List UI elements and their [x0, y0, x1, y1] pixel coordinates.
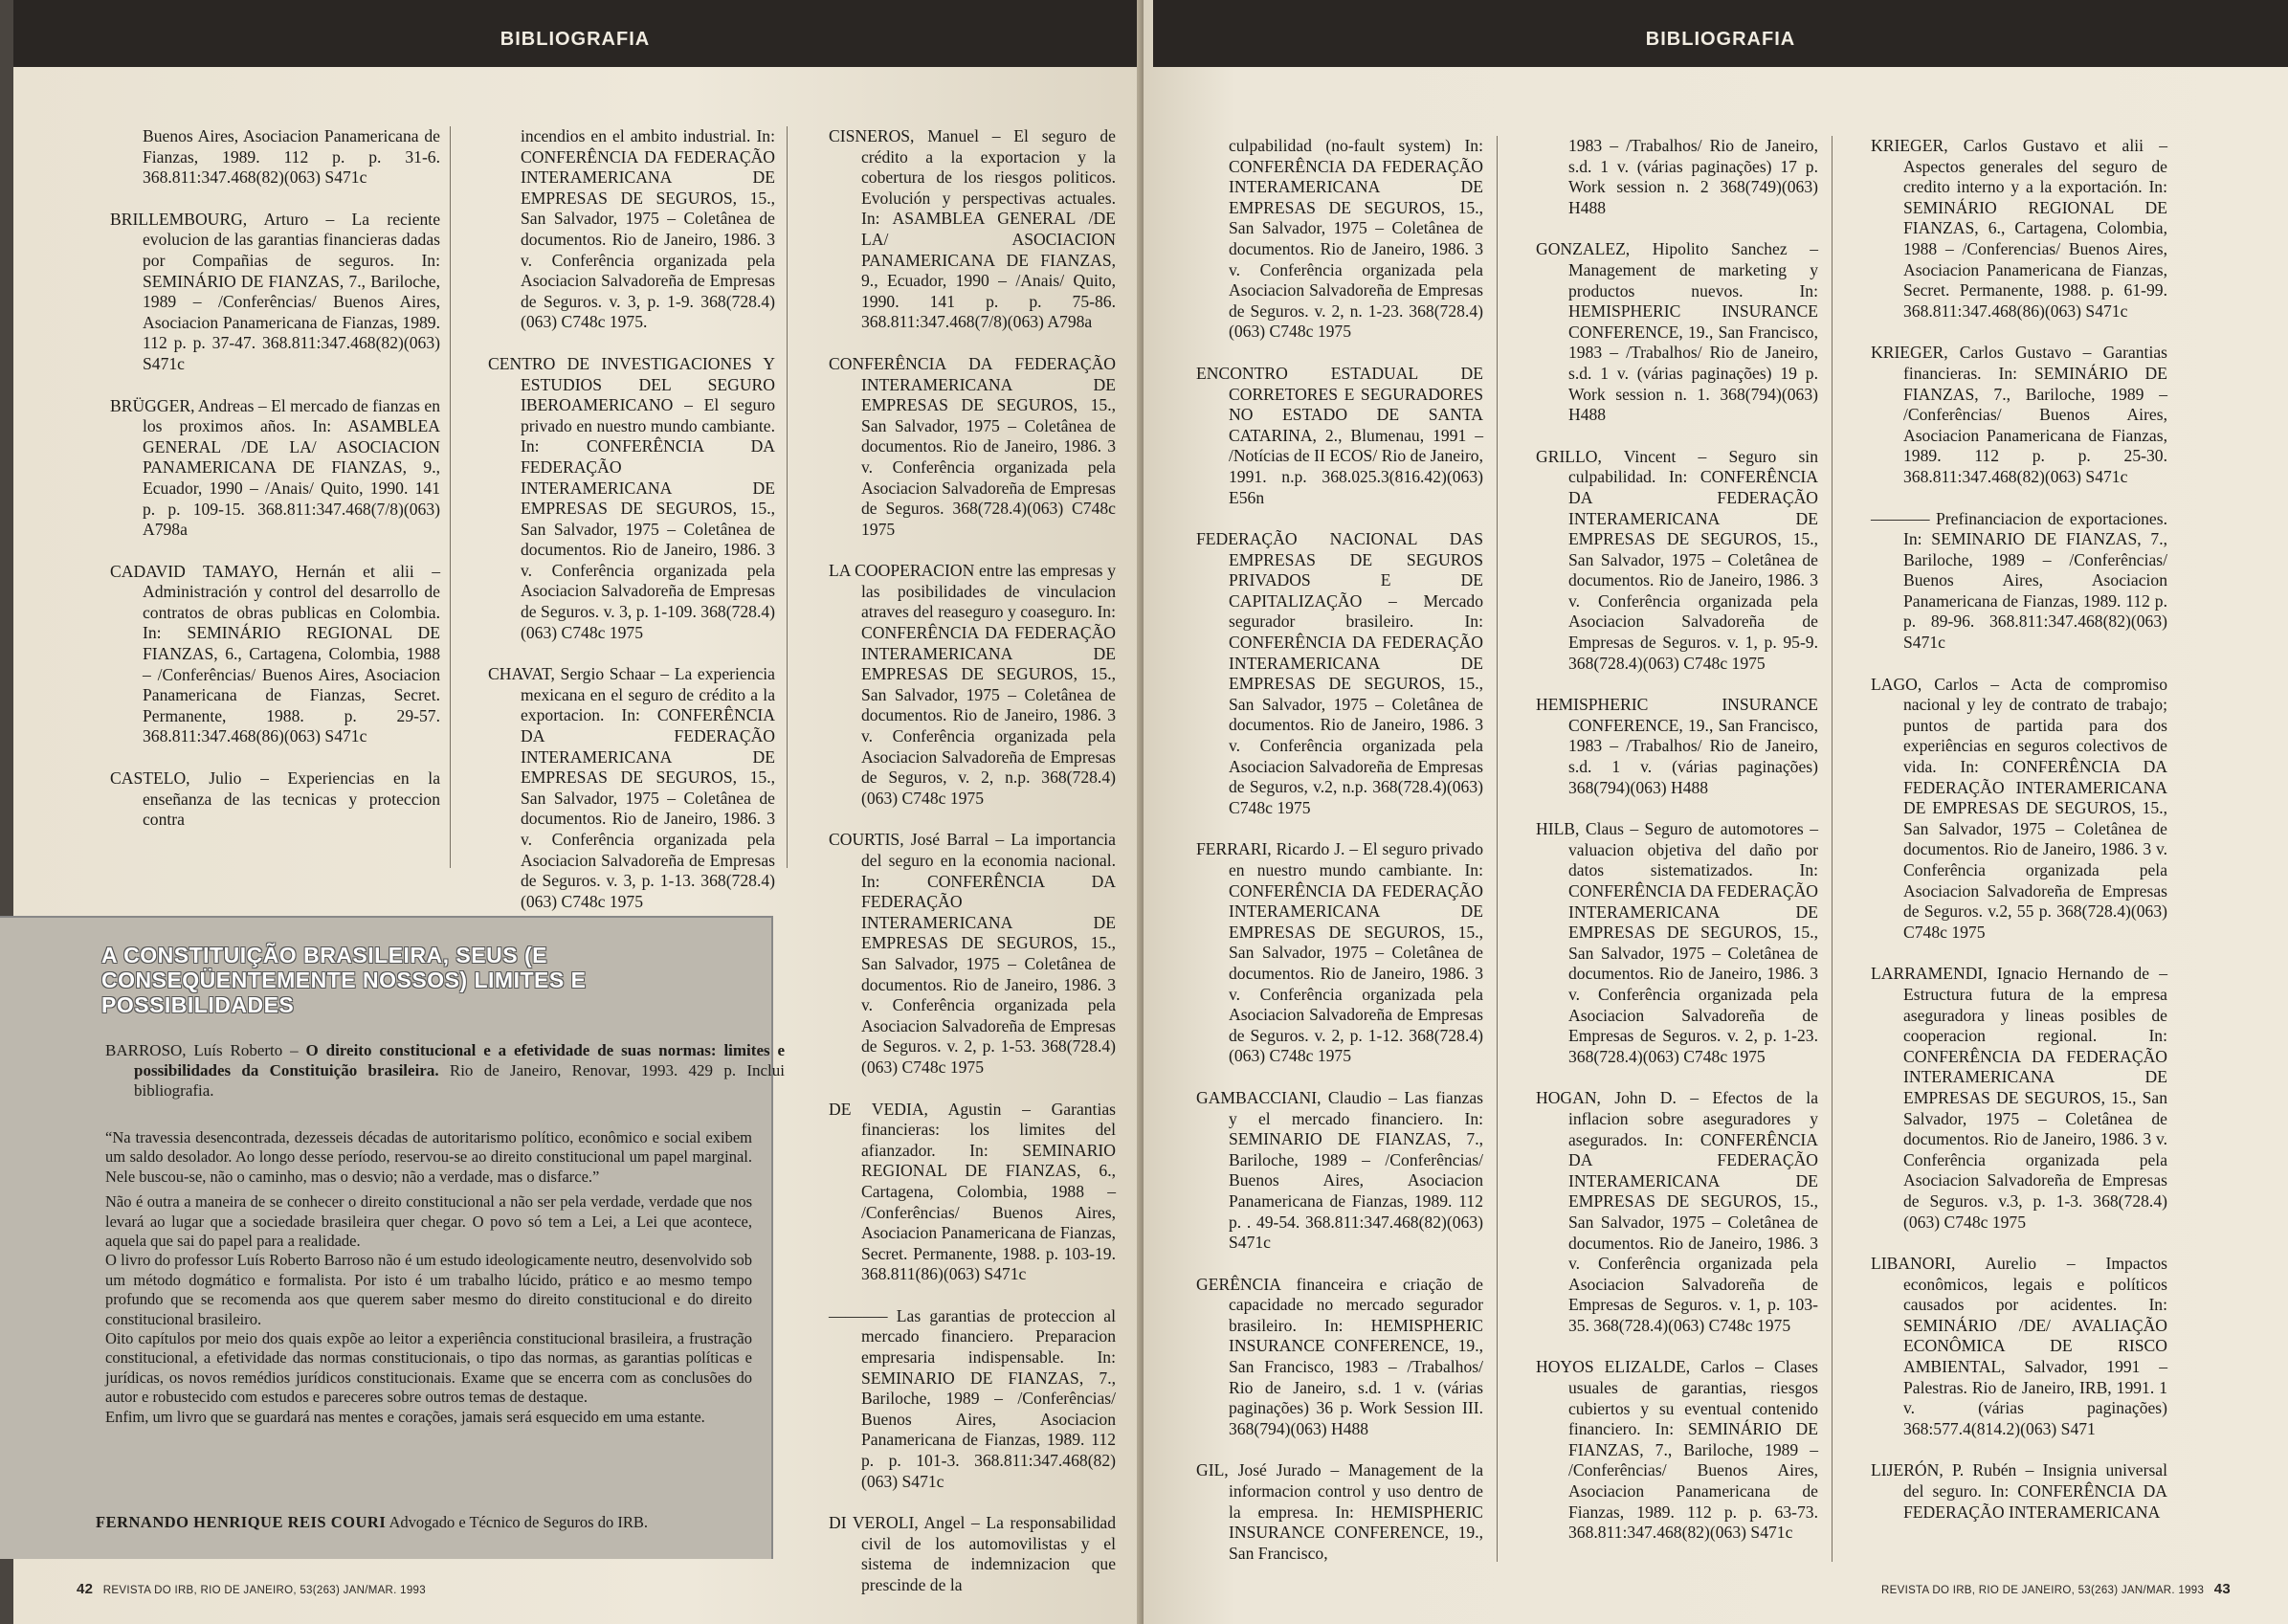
book-review-box — [0, 916, 786, 1559]
bib-entry: LIBANORI, Aurelio – Impactos econômicos, legais e políticos causados por acidentes. In: SEMINÁRIO /DE/ AVALIAÇÃO ECONÔMICA DE RISCO AMBIENTAL, Salvador, 1991 – Palestras. Rio de Janeiro, IRB, 1991. 1 v. (várias paginações) 368:577.4(814.2)(063) S471 — [1871, 1254, 2167, 1438]
bib-entry: HOGAN, John D. – Efectos de la inflacion sobre aseguradores y asegurados. In: CONFERÊNCIA DA FEDERAÇÃO INTERAMERICANA DE EMPRESAS DE SEGUROS, 15., San Salvador, 1975 – Coletânea de documentos. Rio de Janeiro, 1986. 3 v. Conferência organizada pela Asociacion Salvadoreña de Empresas de Seguros. v. 1, p. 103-35. 368(728.4)(063) C748c 1975 — [1536, 1088, 1818, 1335]
bib-entry: CADAVID TAMAYO, Hernán et alii – Administración y control del desarrollo de contratos de obras publicas en Colombia. In: SEMINÁRIO REGIONAL DE FIANZAS, 6., Cartagena, Colombia, 1988 – /Conferências/ Buenos Aires, Asociacion Panamericana de Fianzas, Secret. Permanente, 1988. p. 29-57. 368.811:347.468(86)(063) S471c — [110, 561, 440, 746]
review-paragraph: Enfim, um livro que se guardará nas mentes e corações, jamais será esquecido em uma estante. — [105, 1407, 705, 1426]
footer-citation: REVISTA DO IRB, RIO DE JANEIRO, 53(263) JAN/MAR. 1993 — [102, 1585, 426, 1596]
reviewer-role: Advogado e Técnico de Seguros do IRB. — [389, 1513, 648, 1531]
right-page — [1144, 0, 2288, 1624]
page-footer — [1881, 1581, 2231, 1597]
review-book-title: O direito constitucional e a efetividade de suas normas: limites e possibilidades da Constituição brasileira. — [134, 1041, 786, 1079]
bib-entry: 1983 – /Trabalhos/ Rio de Janeiro, s.d. 1 v. (várias paginações) 17 p. Work session n. 2 368(749)(063) H488 — [1568, 136, 1818, 217]
bib-entry: Buenos Aires, Asociacion Panamericana de Fianzas, 1989. 112 p. p. 31-6. 368.811:347.468(82)(063) S471c — [143, 126, 440, 188]
left-column-3 — [829, 126, 1116, 1617]
left-column-2 — [488, 126, 788, 911]
bib-entry: GAMBACCIANI, Claudio – Las fianzas y el mercado financiero. In: SEMINARIO DE FIANZAS, 7., Bariloche, 1989 – /Conferências/ Buenos Aires, Asociacion Panamericana de Fianzas, 1989. 112 p. . 49-54. 368.811:347.468(82)(063) S471c — [1196, 1087, 1483, 1253]
bib-entry: KRIEGER, Carlos Gustavo – Garantias financieras. In: SEMINÁRIO DE FIANZAS, 7., Bariloche, 1989 – /Conferências/ Buenos Aires, Asociacion Panamericana de Fianzas, 1989. 112 p. p. 25-30. 368.811:347.468(82)(063) S471c — [1871, 343, 2167, 486]
bib-entry: CISNEROS, Manuel – El seguro de crédito a la exportacion y la cobertura de los riesgos politicos. Evolución y perspectivas actuales. In: ASAMBLEA GENERAL /DE LA/ ASOCIACION PANAMERICANA DE FIANZAS, 9., Ecuador, 1990 – /Anais/ Quito, 1990. 141 p. p. 75-86. 368.811:347.468(7/8)(063) A798a — [829, 126, 1116, 332]
bib-entry: GRILLO, Vincent – Seguro sin culpabilidad. In: CONFERÊNCIA DA FEDERAÇÃO INTERAMERICANA DE EMPRESAS DE SEGUROS, 15., San Salvador, 1975 – Coletânea de documentos. Rio de Janeiro, 1986. 3 v. Conferência organizada pela Asociacion Salvadoreña de Empresas de Seguros. v. 1, p. 95-9. 368(728.4)(063) C748c 1975 — [1536, 446, 1818, 673]
review-paragraph: O livro do professor Luís Roberto Barroso não é um estudo ideologicamente neutro, desenvolvido sob um método dogmático e formalista. Por isto é um trabalho lúcido, prático e ao mesmo tempo profundo que se recomenda aos que querem saber mesmo do direito constitucional e do direito constitucional brasileiro. — [105, 1251, 752, 1328]
bib-entry: LIJERÓN, P. Rubén – Insignia universal del seguro. In: CONFERÊNCIA DA FEDERAÇÃO INTERAMERICANA — [1871, 1460, 2167, 1522]
review-title: A CONSTITUIÇÃO BRASILEIRA, SEUS (E CONSEQÜENTEMENTE NOSSOS) LIMITES E POSSIBILIDADES — [101, 943, 587, 1017]
page-number: 43 — [2213, 1581, 2231, 1597]
bib-entry: LARRAMENDI, Ignacio Hernando de – Estructura futura de la empresa aseguradora y lineas posibles de cooperacion regional. In: CONFERÊNCIA DA FEDERAÇÃO INTERAMERICANA DE EMPRESAS DE SEGUROS, 15., San Salvador, 1975 – Coletânea de documentos. Rio de Janeiro, 1986. 3 v. Conferência organizada pela Asociacion Salvadoreña de Empresas de Seguros. v.3, p. 1-3. 368(728.4)(063) C748c 1975 — [1871, 964, 2167, 1232]
review-paragraph: “Na travessia desencontrada, dezesseis décadas de autoritarismo político, econômico e social exibem um saldo desolador. Ao longo desse período, reservou-se ao direito constitucional um papel marginal. Nele buscou-se, não o caminho, mas o desvio; não a verdade, mas o disfarce.” — [105, 1128, 752, 1186]
right-column-3 — [1871, 136, 2167, 1544]
right-column-2 — [1536, 136, 1833, 1562]
bib-entry: incendios en el ambito industrial. In: CONFERÊNCIA DA FEDERAÇÃO INTERAMERICANA DE EMPRESAS DE SEGUROS, 15., San Salvador, 1975 – Coletânea de documentos. Rio de Janeiro, 1986. 3 v. Conferência organizada pela Asociacion Salvadoreña de Empresas de Seguros. v. 3, p. 1-9. 368(728.4)(063) C748c 1975. — [521, 126, 775, 332]
bib-entry: CENTRO DE INVESTIGACIONES Y ESTUDIOS DEL SEGURO IBEROAMERICANO – El seguro privado en nuestro mundo cambiante. In: CONFERÊNCIA DA FEDERAÇÃO INTERAMERICANA DE EMPRESAS DE SEGUROS, 15., San Salvador, 1975 – Coletânea de documentos. Rio de Janeiro, 1986. 3 v. Conferência organizada pela Asociacion Salvadoreña de Empresas de Seguros. v. 3, p. 1-109. 368(728.4)(063) C748c 1975 — [488, 353, 775, 642]
bib-entry: CASTELO, Julio – Experiencias en la enseñanza de las tecnicas y proteccion contra — [110, 768, 440, 830]
bib-entry: LAGO, Carlos – Acta de compromiso nacional y ley de contrato de trabajo; puntos de partida para dos experiências en seguros colectivos de vida. In: CONFERÊNCIA DA FEDERAÇÃO INTERAMERICANA DE EMPRESAS DE SEGUROS, 15., San Salvador, 1975 – Coletânea de documentos. Rio de Janeiro, 1986. 3 v. Conferência organizada pela Asociacion Salvadoreña de Empresas de Seguros. v.2, 55 p. 368(728.4)(063) C748c 1975 — [1871, 674, 2167, 942]
bib-entry: ———– Las garantias de proteccion al mercado financiero. Preparacion empresaria indispensable. In: SEMINARIO DE FIANZAS, 7., Bariloche, 1989 – /Conferências/ Buenos Aires, Asociacion Panamericana de Fianzas, 1989. 112 p. p. 101-3. 368.811:347.468(82)(063) S471c — [829, 1305, 1116, 1491]
bib-entry: KRIEGER, Carlos Gustavo et alii – Aspectos generales del seguro de credito interno y a la exportación. In: SEMINÁRIO REGIONAL DE FIANZAS, 6., Cartagena, Colombia, 1988 – /Conferencias/ Buenos Aires, Asociacion Panamericana de Fianzas, Secret. Permanente, 1988. p. 61-99. 368.811:347.468(86)(063) S471c — [1871, 136, 2167, 321]
bib-entry: FEDERAÇÃO NACIONAL DAS EMPRESAS DE SEGUROS PRIVADOS E DE CAPITALIZAÇÃO – Mercado segurador brasileiro. In: CONFERÊNCIA DA FEDERAÇÃO INTERAMERICANA DE EMPRESAS DE SEGUROS, 15., San Salvador, 1975 – Coletânea de documentos. Rio de Janeiro, 1986. 3 v. Conferência organizada pela Asociacion Salvadoreña de Empresas de Seguros, v.2, n.p. 368(728.4)(063) C748c 1975 — [1196, 529, 1483, 817]
bib-entry: FERRARI, Ricardo J. – El seguro privado en nuestro mundo cambiante. In: CONFERÊNCIA DA FEDERAÇÃO INTERAMERICANA DE EMPRESAS DE SEGUROS, 15., San Salvador, 1975 – Coletânea de documentos. Rio de Janeiro, 1986. 3 v. Conferência organizada pela Asociacion Salvadoreña de Empresas de Seguros. v. 2, p. 1-12. 368(728.4)(063) C748c 1975 — [1196, 839, 1483, 1066]
bib-entry: GERÊNCIA financeira e criação de capacidade no mercado segurador brasileiro. In: HEMISPHERIC INSURANCE CONFERENCE, 19., San Francisco, 1983 – /Trabalhos/ Rio de Janeiro, s.d. 1 v. (várias paginações) 36 p. Work Session III. 368(794)(063) H488 — [1196, 1274, 1483, 1438]
bib-entry: culpabilidad (no-fault system) In: CONFERÊNCIA DA FEDERAÇÃO INTERAMERICANA DE EMPRESAS DE SEGUROS, 15., San Salvador, 1975 – Coletânea de documentos. Rio de Janeiro, 1986. 3 v. Conferência organizada pela Asociacion Salvadoreña de Empresas de Seguros. v. 2, n. 1-23. 368(728.4)(063) C748c 1975 — [1229, 136, 1483, 342]
left-column-1 — [110, 126, 451, 868]
bib-entry: CONFERÊNCIA DA FEDERAÇÃO INTERAMERICANA DE EMPRESAS DE SEGUROS, 15., San Salvador, 1975 – Coletânea de documentos. Rio de Janeiro, 1986. 3 v. Conferência organizada pela Asociacion Salvadoreña de Empresas de Seguros. 368(728.4)(063) C748c 1975 — [829, 353, 1116, 539]
review-paragraph: Oito capítulos por meio dos quais expõe ao leitor a experiência constitucional brasileira, a frustração constitucional, a efetividade das normas constitucionais, o tipo das normas, as garantias políticas e jurídicas, os novos remédios jurídicos constitucionais. Exame que se encerra com as conclusões do autor e robustecido com estudos e pareceres sobre outros temas de destaque. — [105, 1329, 752, 1407]
bib-entry: BRILLEMBOURG, Arturo – La reciente evolucion de las garantias financieras dadas por Compañias de seguros. In: SEMINÁRIO DE FIANZAS, 7., Bariloche, 1989 – /Conferências/ Buenos Aires, Asociacion Panamericana de Fianzas, 1989. 112 p. p. 37-47. 368.811:347.468(82)(063) S471c — [110, 209, 440, 373]
review-paragraph: Não é outra a maneira de se conhecer o direito constitucional a não ser pela verdade, verdade que nos levará ao lugar que a sociedade brasileira quer chegar. O povo só tem a Lei, a Lei que acontece, aquela que sai do papel para a realidade. — [105, 1192, 752, 1251]
bib-entry: LA COOPERACION entre las empresas y las posibilidades de vinculacion atraves del reaseguro y coaseguro. In: CONFERÊNCIA DA FEDERAÇÃO INTERAMERICANA DE EMPRESAS DE SEGUROS, 15., San Salvador, 1975 – Coletânea de documentos. Rio de Janeiro, 1986. 3 v. Conferência organizada pela Asociacion Salvadoreña de Empresas de Seguros, v. 2, n.p. 368(728.4)(063) C748c 1975 — [829, 561, 1116, 808]
page-footer — [77, 1581, 426, 1597]
review-author: BARROSO, Luís Roberto – — [105, 1041, 299, 1059]
bib-entry: GIL, José Jurado – Management de la informacion control y uso dentro de la empresa. In: HEMISPHERIC INSURANCE CONFERENCE, 19., San Francisco, — [1196, 1460, 1483, 1563]
section-header: BIBLIOGRAFIA — [1153, 0, 2288, 67]
bib-entry: DI VEROLI, Angel – La responsabilidad civil de los automovilistas y el sistema de indemnizacion que prescinde de la — [829, 1513, 1116, 1594]
bib-entry: CHAVAT, Sergio Schaar – La experiencia mexicana en el seguro de crédito a la exportacion. In: CONFERÊNCIA DA FEDERAÇÃO INTERAMERICANA DE EMPRESAS DE SEGUROS, 15., San Salvador, 1975 – Coletânea de documentos. Rio de Janeiro, 1986. 3 v. Conferência organizada pela Asociacion Salvadoreña de Empresas de Seguros. v. 3, p. 1-13. 368(728.4)(063) C748c 1975 — [488, 664, 775, 911]
section-header: BIBLIOGRAFIA — [13, 0, 1137, 67]
bib-entry: HEMISPHERIC INSURANCE CONFERENCE, 19., San Francisco, 1983 – /Trabalhos/ Rio de Janeiro, s.d. 1 v. (várias paginações) 368(794)(063) H488 — [1536, 695, 1818, 797]
bib-entry: DE VEDIA, Agustin – Garantias financieras: los limites del afianzador. In: SEMINARIO REGIONAL DE FIANZAS, 6., Cartagena, Colombia, 1988 – /Conferências/ Buenos Aires, Asociacion Panamericana de Fianzas, Secret. Permanente, 1988. p. 103-19. 368.811(86)(063) S471c — [829, 1099, 1116, 1284]
bib-entry: HILB, Claus – Seguro de automotores – valuacion objetiva del daño por datos sistematizados. In: CONFERÊNCIA DA FEDERAÇÃO INTERAMERICANA DE EMPRESAS DE SEGUROS, 15., San Salvador, 1975 – Coletânea de documentos. Rio de Janeiro, 1986. 3 v. Conferência organizada pela Asociacion Salvadoreña de Empresas de Seguros. v. 2, p. 1-23. 368(728.4)(063) C748c 1975 — [1536, 819, 1819, 1066]
reviewer-name: FERNANDO HENRIQUE REIS COURI — [96, 1513, 387, 1531]
bib-entry: GONZALEZ, Hipolito Sanchez – Management de marketing y productos nuevos. In: HEMISPHERIC INSURANCE CONFERENCE, 19., San Francisco, 1983 – /Trabalhos/ Rio de Janeiro, s.d. 1 v. (várias paginações) 19 p. Work session n. 1. 368(794)(063) H488 — [1536, 239, 1818, 425]
review-publication: Rio de Janeiro, Renovar, 1993. 429 p. Inclui bibliografia. — [134, 1061, 785, 1100]
footer-citation: REVISTA DO IRB, RIO DE JANEIRO, 53(263) JAN/MAR. 1993 — [1881, 1585, 2205, 1596]
bib-entry: COURTIS, José Barral – La importancia del seguro en la economia nacional. In: CONFERÊNCIA DA FEDERAÇÃO INTERAMERICANA DE EMPRESAS DE SEGUROS, 15., San Salvador, 1975 – Coletânea de documentos. Rio de Janeiro, 1986. 3 v. Conferência organizada pela Asociacion Salvadoreña de Empresas de Seguros. v. 2, p. 1-53. 368(728.4)(063) C748c 1975 — [829, 830, 1116, 1077]
bib-entry: HOYOS ELIZALDE, Carlos – Clases usuales de garantias, riesgos cubiertos y su eventual contenido financiero. In: SEMINÁRIO DE FIANZAS, 7., Bariloche, 1989 – /Conferências/ Buenos Aires, Asociacion Panamericana de Fianzas, 1989. 112 p. p. 63-73. 368.811:347.468(82)(063) S471c — [1536, 1357, 1818, 1543]
bib-entry: BRÜGGER, Andreas – El mercado de fianzas en los proximos años. In: ASAMBLEA GENERAL /DE LA/ ASOCIACION PANAMERICANA DE FIANZAS, 9., Ecuador, 1990 – /Anais/ Quito, 1990. 141 p. p. 109-15. 368.811:347.468(7/8)(063) A798a — [110, 395, 440, 540]
page-number: 42 — [77, 1581, 94, 1597]
review-body — [105, 1128, 752, 1427]
bib-entry: ENCONTRO ESTADUAL DE CORRETORES E SEGURADORES NO ESTADO DE SANTA CATARINA, 2., Blumenau, 1991 – /Notícias de II ECOS/ Rio de Janeiro, 1991. n.p. 368.025.3(816.42)(063) E56n — [1196, 363, 1483, 507]
bib-entry: ———– Prefinanciacion de exportaciones. In: SEMINARIO DE FIANZAS, 7., Bariloche, 1989 – /Conferências/ Buenos Aires, Asociacion Panamericana de Fianzas, 1989. 112 p. p. 89-96. 368.811:347.468(82)(063) S471c — [1871, 508, 2167, 653]
review-reference — [105, 1040, 785, 1101]
right-column-1 — [1196, 136, 1498, 1562]
review-signature — [96, 1513, 766, 1532]
